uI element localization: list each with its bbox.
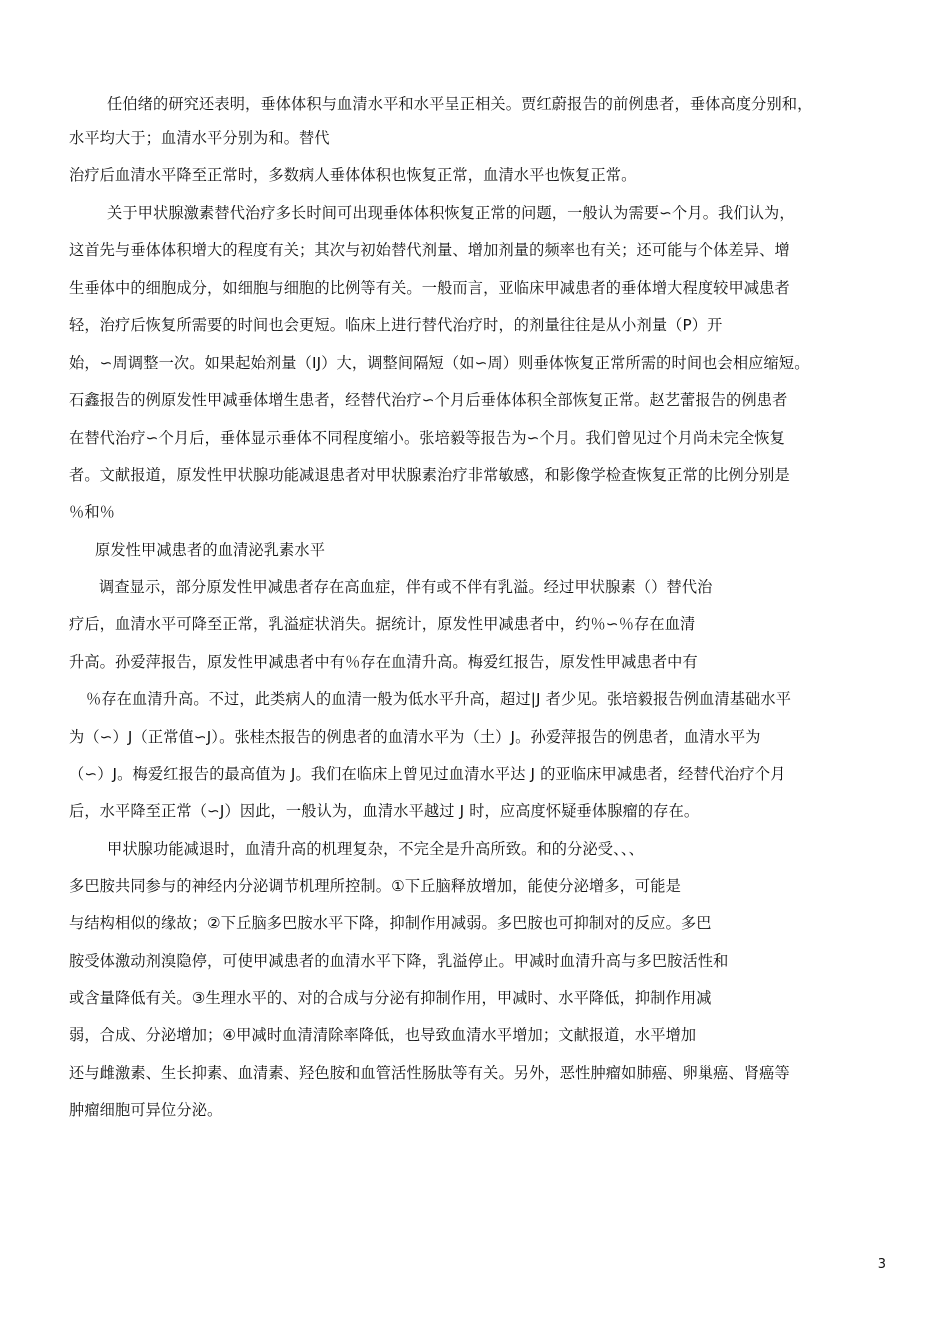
text-line: 后，水平降至正常（∽J）因此，一般认为，血清水平越过 J 时，应高度怀疑垂体腺瘤的存在。	[69, 802, 700, 820]
text-line: 多巴胺共同参与的神经内分泌调节机理所控制。①下丘脑释放增加，能使分泌增多，可能是	[69, 877, 681, 895]
text-line: 在替代治疗∽个月后，垂体显示垂体不同程度缩小。张培毅等报告为∽个月。我们曾见过个月尚未完全恢复	[69, 429, 785, 447]
text-line: 与结构相似的缘故；②下丘脑多巴胺水平下降，抑制作用减弱。多巴胺也可抑制对的反应。多巴	[69, 914, 712, 932]
text-line: 任伯绪的研究还表明，垂体体积与血清水平和水平呈正相关。贾红蔚报告的前例患者，垂体高度分别和，	[107, 95, 813, 113]
text-line: 这首先与垂体体积增大的程度有关；其次与初始替代剂量、增加剂量的频率也有关；还可能与个体差异、增	[69, 241, 790, 259]
section-heading: 原发性甲减患者的血清泌乳素水平	[95, 541, 326, 559]
text-line: ％存在血清升高。不过，此类病人的血清一般为低水平升高，超过|J 者少见。张培毅报告例血清基础水平	[86, 690, 792, 708]
text-line: 肿瘤细胞可异位分泌。	[69, 1101, 223, 1119]
text-line: 还与雌激素、生长抑素、血清素、羟色胺和血管活性肠肽等有关。另外，恶性肿瘤如肺癌、卵巢癌、肾癌等	[69, 1064, 790, 1082]
text-line: 治疗后血清水平降至正常时，多数病人垂体体积也恢复正常，血清水平也恢复正常。	[69, 166, 637, 184]
text-line: 调查显示，部分原发性甲减患者存在高血症，伴有或不伴有乳溢。经过甲状腺素（）替代治	[99, 578, 713, 596]
page-number: 3	[877, 1257, 886, 1272]
text-line: 始，∽周调整一次。如果起始剂量（IJ）大，调整间隔短（如∽周）则垂体恢复正常所需的时间也会相应缩短。	[69, 354, 810, 372]
text-line: 为（∽）J（正常值∽J）。张桂杰报告的例患者的血清水平为（土）J。孙爱萍报告的例患者，血清水平为	[69, 728, 761, 746]
text-line: （∽）J。梅爱红报告的最高值为 J。我们在临床上曾见过血清水平达 J 的亚临床甲减患者，经替代治疗个月	[69, 765, 786, 783]
text-line: 水平均大于；血清水平分别为和。替代	[69, 129, 330, 147]
text-line: 或含量降低有关。③生理水平的、对的合成与分泌有抑制作用，甲减时、水平降低，抑制作用减	[69, 989, 712, 1007]
text-line: 石鑫报告的例原发性甲减垂体增生患者，经替代治疗∽个月后垂体体积全部恢复正常。赵艺蕾报告的例患者	[69, 391, 788, 409]
text-line: ％和％	[69, 503, 116, 521]
text-line: 升高。孙爱萍报告，原发性甲减患者中有％存在血清升高。梅爱红报告，原发性甲减患者中有	[69, 653, 698, 671]
text-line: 弱，合成、分泌增加；④甲减时血清清除率降低，也导致血清水平增加；文献报道，水平增加	[69, 1026, 697, 1044]
text-line: 关于甲状腺激素替代治疗多长时间可出现垂体体积恢复正常的问题，一般认为需要∽个月。我们认为，	[107, 204, 795, 222]
text-line: 疗后，血清水平可降至正常，乳溢症状消失。据统计，原发性甲减患者中，约％∽％存在血清	[69, 615, 696, 633]
text-line: 轻，治疗后恢复所需要的时间也会更短。临床上进行替代治疗时，的剂量往往是从小剂量（P）开	[69, 316, 723, 334]
text-line: 生垂体中的细胞成分，如细胞与细胞的比例等有关。一般而言，亚临床甲减患者的垂体增大程度较甲减患者	[69, 279, 790, 297]
text-line: 者。文献报道，原发性甲状腺功能减退患者对甲状腺素治疗非常敏感，和影像学检查恢复正常的比例分别是	[69, 466, 790, 484]
text-line: 甲状腺功能减退时，血清升高的机理复杂，不完全是升高所致。和的分泌受、、、	[107, 840, 644, 858]
text-line: 胺受体激动剂溴隐停，可使甲减患者的血清水平下降，乳溢停止。甲减时血清升高与多巴胺活性和	[69, 952, 729, 970]
